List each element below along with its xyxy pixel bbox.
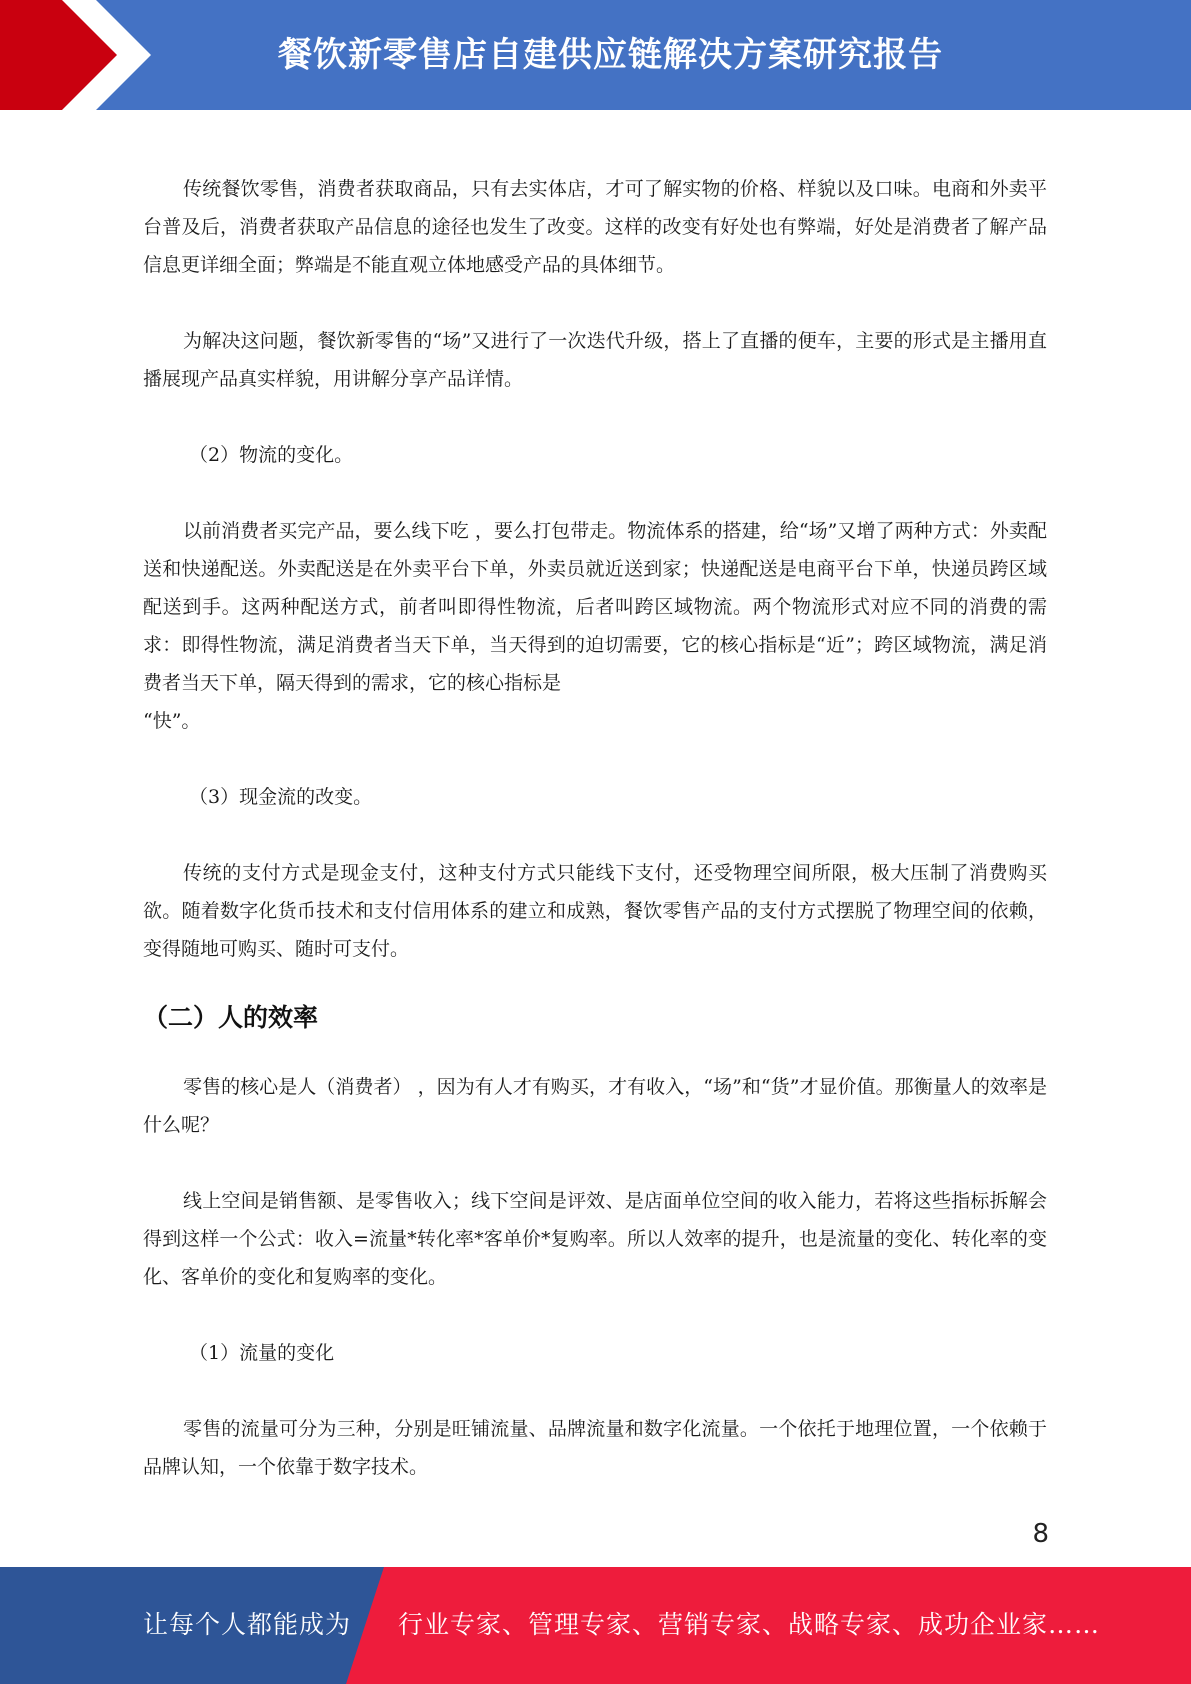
paragraph: 传统的支付方式是现金支付，这种支付方式只能线下支付，还受物理空间所限，极大压制了消费购买欲。随着数字化货币技术和支付信用体系的建立和成熟，餐饮零售产品的支付方式摆脱了物理空间的依赖，变得随地可购买、随时可支付。 [143, 862, 1047, 960]
paragraph: 以前消费者买完产品，要么线下吃 ，要么打包带走。物流体系的搭建，给“场”又增了两种方式：外卖配送和快递配送。外卖配送是在外卖平台下单，外卖员就近送到家；快递配送是电商平台下单，快递员跨区域配送到手。这两种配送方式，前者叫即得性物流，后者叫跨区域物流。两个物流形式对应不同的消费的需求：即得性物流，满足消费者当天下单，当天得到的迫切需要，它的核心指标是“近”；跨区域物流，满足消费者当天下单，隔天得到的需求，它的核心指标是 [143, 520, 1047, 694]
footer-banner [0, 1567, 1191, 1684]
paragraph: 为解决这问题，餐饮新零售的“场”又进行了一次迭代升级，搭上了直播的便车，主要的形式是主播用直播展现产品真实样貌，用讲解分享产品详情。 [143, 330, 1047, 390]
header-banner [0, 0, 1191, 110]
footer-slogan-left: 让每个人都能成为 [143, 1610, 352, 1639]
paragraph: 零售的流量可分为三种，分别是旺铺流量、品牌流量和数字化流量。一个依托于地理位置，一个依赖于品牌认知，一个依靠于数字技术。 [143, 1418, 1047, 1478]
paragraph-continuation: “快”。 [143, 710, 201, 732]
paragraph: 传统餐饮零售，消费者获取商品，只有去实体店，才可了解实物的价格、样貌以及口味。电商和外卖平台普及后，消费者获取产品信息的途径也发生了改变。这样的改变有好处也有弊端，好处是消费者了解产品信息更详细全面；弊端是不能直观立体地感受产品的具体细节。 [143, 178, 1047, 276]
subheading: （1）流量的变化 [189, 1342, 335, 1364]
page-number: 8 [1032, 1519, 1049, 1549]
paragraph: 线上空间是销售额、是零售收入；线下空间是评效、是店面单位空间的收入能力，若将这些指标拆解会得到这样一个公式：收入=流量*转化率*客单价*复购率。所以人效率的提升，也是流量的变化、转化率的变化、客单价的变化和复购率的变化。 [143, 1190, 1047, 1288]
subheading: （2）物流的变化。 [189, 444, 354, 466]
subheading: （3）现金流的改变。 [189, 786, 373, 808]
section-heading: （二）人的效率 [143, 1003, 319, 1032]
paragraph: 零售的核心是人（消费者） ，因为有人才有购买，才有收入，“场”和“货”才显价值。那衡量人的效率是什么呢？ [143, 1076, 1047, 1136]
report-title: 餐饮新零售店自建供应链解决方案研究报告 [278, 35, 943, 75]
footer-slogan-right: 行业专家、管理专家、营销专家、战略专家、成功企业家…… [398, 1610, 1101, 1639]
page-body [143, 170, 1047, 1486]
